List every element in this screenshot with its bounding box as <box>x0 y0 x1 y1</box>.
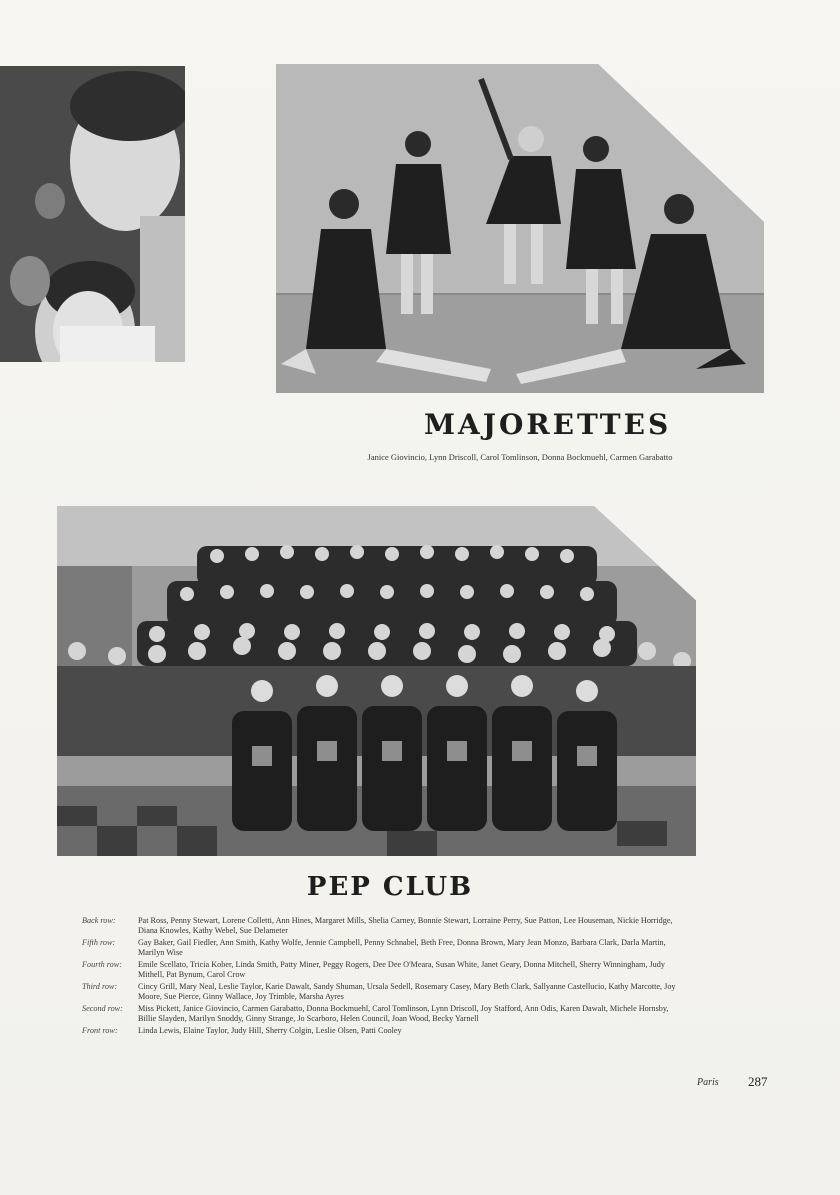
roster-row-names: Cincy Grill, Mary Neal, Leslie Taylor, Karie Dawalt, Sandy Shuman, Ursala Sedell, Rosemary Casey, Mary Beth Clark, Sallyanne Castellucio, Kathy Marcotte, Joy Moore, Sue Pierce, Ginny Wallace, Joy Trimble, Marsha Ayres <box>138 982 676 1001</box>
majorettes-photo <box>276 64 764 393</box>
pep-club-heading: PEP CLUB <box>306 872 474 902</box>
roster-row-label: Fourth row: <box>82 960 122 969</box>
majorettes-names-caption: Janice Giovincio, Lynn Driscoll, Carol Tomlinson, Donna Bockmuehl, Carmen Garabatto <box>367 452 673 462</box>
footer-section-name: Paris <box>697 1077 719 1088</box>
roster-row-back <box>82 916 680 936</box>
candid-photo <box>0 66 185 362</box>
roster-row-fourth <box>82 960 680 980</box>
roster-row-fifth <box>82 938 680 958</box>
roster-row-front <box>82 1026 680 1036</box>
roster-row-label: Back row: <box>82 916 116 925</box>
roster-row-third <box>82 982 680 1002</box>
roster-row-names: Emile Scellato, Tricia Kober, Linda Smith, Patty Miner, Peggy Rogers, Dee Dee O'Meara, Susan White, Janet Geary, Donna Mitchell, Sherry Winningham, Judy Mithell, Pat Bynum, Carol Crow <box>138 960 665 979</box>
roster-row-names: Miss Pickett, Janice Giovincio, Carmen Garabatto, Donna Bockmuehl, Carol Tomlinson, Lynn Driscoll, Joy Stafford, Ann Odis, Karen Dawalt, Michele Hornsby, Billie Slayden, Marilyn Snoddy, Ginny Strange, Jo Scarboro, Helen Council, Joan Wood, Becky Yarnell <box>138 1004 669 1023</box>
roster-row-names: Linda Lewis, Elaine Taylor, Judy Hill, Sherry Colgin, Leslie Olsen, Patti Cooley <box>138 1026 402 1035</box>
roster-row-names: Pat Ross, Penny Stewart, Lorene Colletti, Ann Hines, Margaret Mills, Shelia Carney, Bonnie Stewart, Lorraine Perry, Sue Patton, Lee Houseman, Nickie Horridge, Diana Knowles, Kathy Webel, Sue Delameter <box>138 916 673 935</box>
pep-club-roster <box>82 916 680 1038</box>
roster-row-names: Gay Baker, Gail Fiedler, Ann Smith, Kathy Wolfe, Jennie Campbell, Penny Schnabel, Beth Free, Donna Brown, Mary Jean Monzo, Barbara Clark, Darla Martin, Marilyn Wise <box>138 938 666 957</box>
roster-row-label: Third row: <box>82 982 118 991</box>
majorettes-heading: MAJORETTES <box>424 408 672 441</box>
roster-row-label: Second row: <box>82 1004 123 1013</box>
roster-row-second <box>82 1004 680 1024</box>
roster-row-label: Fifth row: <box>82 938 116 947</box>
pep-club-photo <box>57 506 696 856</box>
roster-row-label: Front row: <box>82 1026 118 1035</box>
page-number: 287 <box>748 1074 768 1089</box>
